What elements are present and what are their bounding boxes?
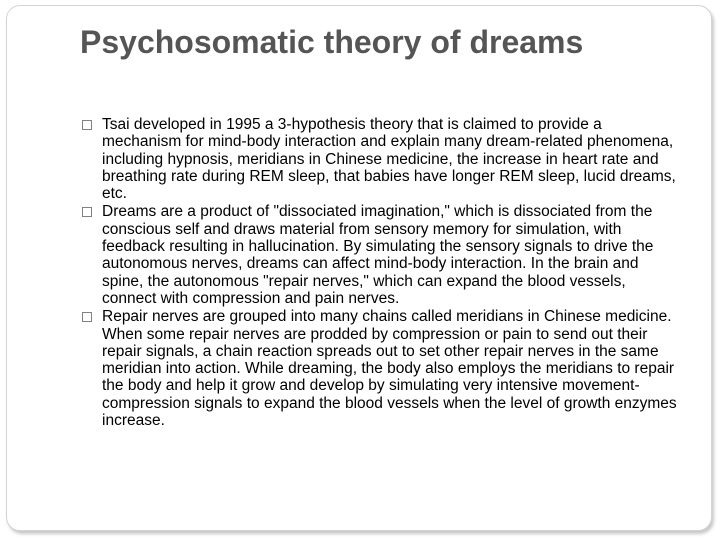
bullet-item xyxy=(82,308,682,429)
bullet-text: Repair nerves are grouped into many chains called meridians in Chinese medicine. When some repair nerves are prodded by compression or pain to send out their repair signals, a chain reaction spreads out to set other repair nerves in the same meridian into action. While dreaming, the body also employs the meridians to repair the body and help it grow and develop by simulating very intensive movement-compression signals to expand the blood vessels when the level of growth enzymes increase. xyxy=(102,308,677,430)
checkbox-square-icon xyxy=(82,207,92,217)
checkbox-square-icon xyxy=(82,312,92,322)
bullet-text: Tsai developed in 1995 a 3-hypothesis theory that is claimed to provide a mechanism for mind-body interaction and explain many dream-related phenomena, including hypnosis, meridians in Chinese medicine, the increase in heart rate and breathing rate during REM sleep, that babies have longer REM sleep, lucid dreams, etc. xyxy=(102,116,676,203)
checkbox-square-icon xyxy=(82,120,92,130)
slide-title: Psychosomatic theory of dreams xyxy=(80,24,584,60)
bullet-list xyxy=(82,116,682,430)
bullet-item xyxy=(82,116,682,202)
bullet-item xyxy=(82,203,682,307)
bullet-text: Dreams are a product of "dissociated imagination," which is dissociated from the conscious self and draws material from sensory memory for simulation, with feedback resulting in hallucination. By simulating the sensory signals to drive the autonomous nerves, dreams can affect mind-body interaction. In the brain and spine, the autonomous "repair nerves," which can expand the blood vessels, connect with compression and pain nerves. xyxy=(102,203,654,307)
